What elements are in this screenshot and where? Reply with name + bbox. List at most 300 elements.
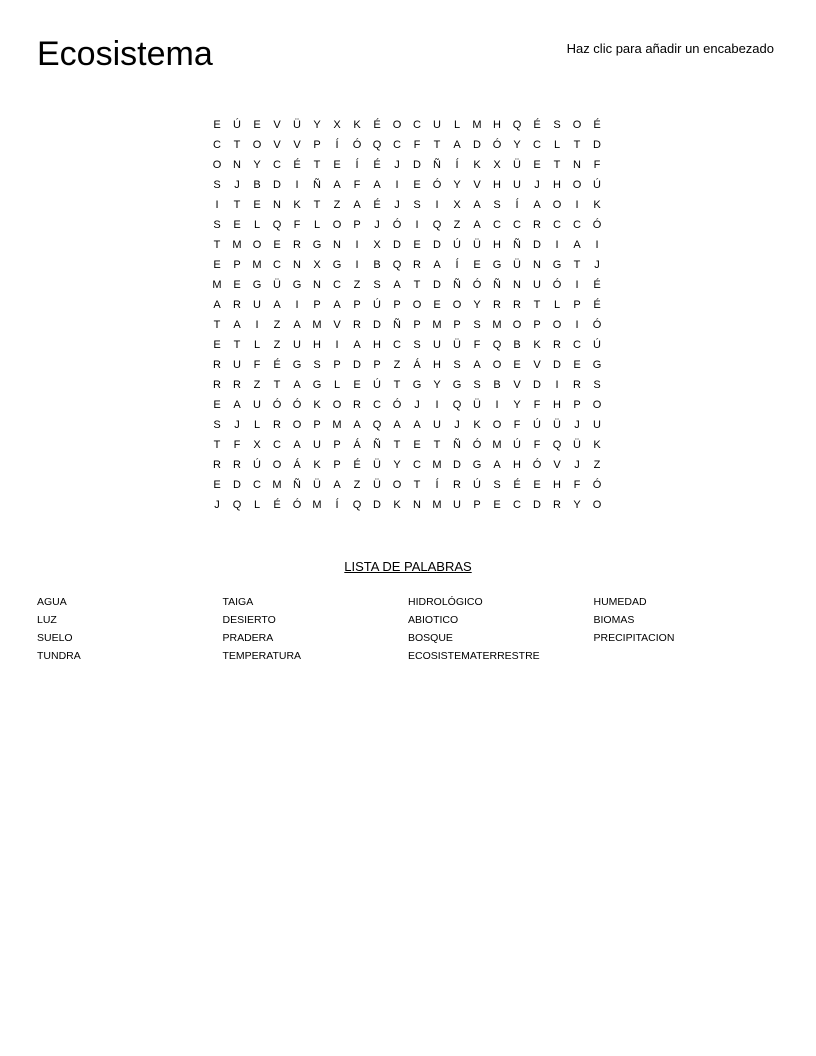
grid-cell: A (473, 219, 481, 231)
grid-cell: Z (393, 359, 401, 371)
grid-cell: B (373, 259, 381, 271)
grid-cell: P (393, 299, 401, 311)
grid-cell: O (292, 419, 302, 431)
grid-cell: H (553, 399, 561, 411)
grid-cell: N (573, 159, 581, 171)
grid-cell: É (513, 479, 521, 491)
grid-cell: Y (393, 459, 401, 471)
grid-cell: C (413, 119, 421, 131)
grid-cell: É (593, 279, 601, 291)
grid-cell: O (412, 299, 422, 311)
grid-cell: S (473, 379, 481, 391)
grid-cell: Ñ (513, 239, 521, 251)
grid-cell: P (313, 139, 321, 151)
grid-cell: X (333, 119, 341, 131)
word-list-heading (0, 559, 816, 575)
grid-cell: M (332, 419, 342, 431)
grid-cell: É (593, 119, 601, 131)
grid-cell: P (533, 319, 541, 331)
grid-cell: R (273, 419, 281, 431)
grid-cell: D (413, 159, 421, 171)
grid-cell: P (353, 219, 361, 231)
grid-cell: T (313, 199, 321, 211)
grid-cell: D (433, 239, 441, 251)
grid-cell: L (253, 499, 261, 511)
grid-cell: C (373, 399, 381, 411)
grid-cell: R (553, 499, 561, 511)
grid-cell: J (394, 159, 400, 171)
grid-cell: J (534, 179, 540, 191)
grid-cell: Ú (533, 419, 541, 431)
grid-cell: D (473, 139, 481, 151)
grid-cell: A (293, 439, 301, 451)
grid-cell: E (213, 339, 221, 351)
grid-cell: T (433, 439, 441, 451)
grid-cell: G (552, 259, 562, 271)
grid-cell: X (453, 199, 461, 211)
grid-cell: D (373, 499, 381, 511)
grid-cell: C (513, 499, 521, 511)
grid-cell: M (232, 239, 242, 251)
grid-cell: O (332, 219, 342, 231)
grid-cell: L (333, 379, 341, 391)
grid-cell: A (473, 199, 481, 211)
grid-cell: K (533, 339, 541, 351)
grid-cell: C (393, 139, 401, 151)
grid-cell: E (213, 399, 221, 411)
grid-cell: G (292, 359, 302, 371)
grid-cell: Á (353, 439, 361, 451)
word-list (37, 593, 779, 665)
grid-cell: Ú (473, 479, 481, 491)
grid-cell: C (333, 279, 341, 291)
grid-cell: V (273, 139, 281, 151)
grid-cell: Ó (592, 479, 602, 491)
grid-cell: Ü (313, 479, 321, 491)
grid-cell: C (533, 139, 541, 151)
grid-cell: Q (372, 419, 382, 431)
word-list-item: HUMEDAD (593, 596, 647, 608)
grid-cell: A (393, 279, 401, 291)
grid-cell: S (553, 119, 561, 131)
grid-cell: E (253, 119, 261, 131)
grid-cell: T (213, 239, 221, 251)
grid-cell: S (473, 319, 481, 331)
grid-cell: K (593, 439, 601, 451)
grid-cell: N (533, 259, 541, 271)
grid-cell: P (333, 459, 341, 471)
grid-cell: F (533, 439, 541, 451)
grid-cell: P (413, 319, 421, 331)
grid-cell: N (233, 159, 241, 171)
grid-cell: D (353, 359, 361, 371)
grid-cell: T (233, 199, 241, 211)
grid-cell: R (213, 359, 221, 371)
grid-cell: R (293, 239, 301, 251)
grid-cell: K (593, 199, 601, 211)
grid-cell: A (293, 379, 301, 391)
grid-cell: L (253, 419, 261, 431)
grid-cell: T (213, 319, 221, 331)
grid-cell: Ó (272, 399, 282, 411)
grid-cell: J (374, 219, 380, 231)
grid-cell: P (333, 359, 341, 371)
grid-cell: L (253, 219, 261, 231)
grid-cell: Y (473, 299, 481, 311)
grid-cell: Ú (373, 299, 381, 311)
grid-cell: S (593, 379, 601, 391)
grid-cell: E (213, 119, 221, 131)
grid-cell: J (454, 419, 460, 431)
grid-cell: Ü (473, 239, 481, 251)
word-list-item: TUNDRA (37, 650, 81, 662)
grid-cell: G (452, 379, 462, 391)
grid-cell: E (273, 239, 281, 251)
grid-cell: E (433, 299, 441, 311)
grid-cell: H (553, 479, 561, 491)
grid-cell: R (533, 219, 541, 231)
grid-cell: N (313, 279, 321, 291)
grid-cell: J (574, 419, 580, 431)
grid-cell: A (333, 179, 341, 191)
grid-cell: P (233, 259, 241, 271)
grid-cell: D (273, 179, 281, 191)
grid-cell: I (435, 199, 439, 211)
grid-cell: Ú (253, 459, 261, 471)
word-search-grid (207, 115, 607, 515)
grid-cell: O (272, 459, 282, 471)
grid-cell: S (493, 199, 501, 211)
grid-cell: B (493, 379, 501, 391)
grid-cell: E (333, 159, 341, 171)
grid-cell: T (533, 299, 541, 311)
grid-cell: A (333, 299, 341, 311)
grid-cell: É (293, 159, 301, 171)
grid-cell: Ü (373, 479, 381, 491)
grid-cell: N (413, 499, 421, 511)
grid-cell: E (353, 379, 361, 391)
grid-cell: K (293, 199, 301, 211)
grid-cell: M (272, 479, 282, 491)
grid-cell: J (234, 179, 240, 191)
grid-cell: F (253, 359, 261, 371)
grid-cell: Ñ (393, 319, 401, 331)
grid-cell: A (333, 479, 341, 491)
grid-cell: Ó (492, 139, 502, 151)
grid-cell: Í (335, 139, 339, 151)
grid-cell: I (555, 239, 559, 251)
grid-cell: G (472, 459, 482, 471)
grid-cell: Q (272, 219, 282, 231)
grid-cell: N (513, 279, 521, 291)
grid-cell: A (433, 259, 441, 271)
grid-cell: O (592, 499, 602, 511)
grid-cell: E (253, 199, 261, 211)
grid-cell: E (533, 479, 541, 491)
grid-cell: P (313, 299, 321, 311)
grid-cell: C (213, 139, 221, 151)
grid-cell: V (333, 319, 341, 331)
grid-cell: K (353, 119, 361, 131)
grid-cell: I (395, 179, 399, 191)
grid-cell: U (433, 419, 441, 431)
grid-cell: Q (432, 219, 442, 231)
grid-cell: S (493, 479, 501, 491)
grid-cell: V (553, 459, 561, 471)
grid-cell: K (393, 499, 401, 511)
grid-cell: O (332, 399, 342, 411)
grid-cell: O (212, 159, 222, 171)
grid-cell: O (572, 179, 582, 191)
grid-cell: E (213, 259, 221, 271)
grid-cell: O (392, 119, 402, 131)
word-list-item: BIOMAS (593, 614, 635, 626)
grid-cell: Ü (573, 439, 581, 451)
word-list-item: TEMPERATURA (222, 650, 302, 662)
grid-cell: Ó (532, 459, 542, 471)
grid-cell: X (313, 259, 321, 271)
grid-cell: T (393, 439, 401, 451)
word-list-item: AGUA (37, 596, 67, 608)
grid-cell: S (413, 339, 421, 351)
grid-cell: A (233, 399, 241, 411)
grid-cell: R (553, 339, 561, 351)
grid-cell: D (533, 379, 541, 391)
grid-cell: A (393, 419, 401, 431)
grid-cell: A (213, 299, 221, 311)
grid-cell: C (573, 339, 581, 351)
grid-cell: T (553, 159, 561, 171)
grid-cell: Á (413, 359, 421, 371)
grid-cell: P (453, 319, 461, 331)
grid-cell: E (233, 219, 241, 231)
grid-cell: S (213, 419, 221, 431)
grid-cell: A (533, 199, 541, 211)
grid-cell: T (213, 439, 221, 451)
grid-cell: K (313, 459, 321, 471)
grid-cell: Ñ (453, 439, 461, 451)
grid-cell: F (353, 179, 361, 191)
grid-cell: Í (455, 159, 459, 171)
grid-cell: P (333, 439, 341, 451)
grid-cell: Ó (472, 439, 482, 451)
grid-cell: F (233, 439, 241, 451)
grid-cell: U (233, 359, 241, 371)
grid-cell: Ó (472, 279, 482, 291)
grid-cell: I (575, 279, 579, 291)
grid-cell: F (593, 159, 601, 171)
grid-cell: A (353, 419, 361, 431)
grid-cell: O (572, 119, 582, 131)
grid-cell: I (555, 379, 559, 391)
grid-cell: R (573, 379, 581, 391)
grid-cell: R (513, 299, 521, 311)
grid-cell: C (493, 219, 501, 231)
grid-cell: U (593, 419, 601, 431)
grid-cell: Ó (392, 219, 402, 231)
grid-cell: G (312, 379, 322, 391)
grid-cell: S (313, 359, 321, 371)
grid-cell: J (214, 499, 220, 511)
header-placeholder[interactable]: Haz clic para añadir un encabezado (566, 41, 774, 56)
grid-cell: U (253, 299, 261, 311)
grid-cell: I (355, 239, 359, 251)
grid-cell: L (313, 219, 321, 231)
grid-cell: G (312, 239, 322, 251)
word-list-heading-text: LISTA DE PALABRAS (344, 559, 472, 574)
word-list-item: PRECIPITACION (593, 632, 675, 644)
grid-cell: M (312, 319, 322, 331)
grid-cell: T (313, 159, 321, 171)
grid-cell: É (373, 159, 381, 171)
grid-cell: U (433, 119, 441, 131)
grid-cell: Y (453, 179, 461, 191)
grid-cell: Ñ (453, 279, 461, 291)
grid-cell: M (492, 319, 502, 331)
grid-cell: Z (353, 479, 361, 491)
grid-cell: X (493, 159, 501, 171)
grid-cell: Ú (513, 439, 521, 451)
grid-cell: Á (293, 459, 301, 471)
grid-cell: J (414, 399, 420, 411)
grid-cell: F (413, 139, 421, 151)
grid-cell: Q (372, 139, 382, 151)
grid-cell: Ó (292, 399, 302, 411)
grid-cell: M (252, 259, 262, 271)
grid-cell: Q (392, 259, 402, 271)
grid-cell: L (553, 139, 561, 151)
grid-cell: T (393, 379, 401, 391)
grid-cell: M (432, 319, 442, 331)
grid-cell: J (574, 459, 580, 471)
grid-cell: I (575, 199, 579, 211)
grid-cell: J (234, 419, 240, 431)
grid-cell: O (512, 319, 522, 331)
grid-cell: Ó (592, 219, 602, 231)
grid-cell: L (253, 339, 261, 351)
grid-cell: E (513, 359, 521, 371)
grid-cell: S (373, 279, 381, 291)
grid-cell: I (335, 339, 339, 351)
grid-cell: Ó (552, 279, 562, 291)
grid-cell: D (233, 479, 241, 491)
grid-cell: Ü (513, 159, 521, 171)
grid-cell: É (373, 119, 381, 131)
grid-cell: M (212, 279, 222, 291)
grid-cell: R (453, 479, 461, 491)
grid-cell: Y (253, 159, 261, 171)
grid-cell: I (495, 399, 499, 411)
grid-cell: V (273, 119, 281, 131)
grid-cell: N (273, 199, 281, 211)
grid-cell: O (492, 359, 502, 371)
grid-cell: T (433, 139, 441, 151)
grid-cell: J (394, 199, 400, 211)
grid-cell: É (273, 359, 281, 371)
grid-cell: B (513, 339, 521, 351)
grid-cell: V (293, 139, 301, 151)
grid-cell: K (473, 159, 481, 171)
grid-cell: Í (455, 259, 459, 271)
grid-cell: U (513, 179, 521, 191)
grid-cell: H (493, 119, 501, 131)
word-list-item: BOSQUE (408, 632, 453, 644)
grid-cell: I (295, 299, 299, 311)
grid-cell: O (252, 239, 262, 251)
grid-cell: E (213, 479, 221, 491)
grid-cell: O (392, 479, 402, 491)
grid-cell: Ó (392, 399, 402, 411)
grid-cell: G (592, 359, 602, 371)
grid-cell: P (353, 299, 361, 311)
grid-cell: H (493, 239, 501, 251)
grid-cell: R (413, 259, 421, 271)
grid-cell: D (533, 499, 541, 511)
grid-cell: P (473, 499, 481, 511)
grid-cell: C (513, 219, 521, 231)
grid-cell: O (492, 419, 502, 431)
grid-cell: Ó (432, 179, 442, 191)
grid-cell: Ü (513, 259, 521, 271)
grid-cell: Ñ (373, 439, 381, 451)
word-list-item: SUELO (37, 632, 73, 644)
grid-cell: Ñ (293, 479, 301, 491)
grid-cell: R (233, 299, 241, 311)
grid-cell: A (293, 319, 301, 331)
grid-cell: Ñ (313, 179, 321, 191)
grid-cell: I (215, 199, 219, 211)
grid-cell: I (435, 399, 439, 411)
grid-cell: R (233, 379, 241, 391)
grid-cell: U (293, 339, 301, 351)
grid-cell: N (293, 259, 301, 271)
grid-cell: Y (513, 139, 521, 151)
grid-cell: A (473, 359, 481, 371)
grid-cell: Y (433, 379, 441, 391)
grid-cell: L (553, 299, 561, 311)
page-title: Ecosistema (37, 35, 213, 73)
grid-cell: P (313, 419, 321, 431)
grid-cell: E (413, 239, 421, 251)
grid-cell: X (253, 439, 261, 451)
grid-cell: V (473, 179, 481, 191)
grid-cell: S (413, 199, 421, 211)
grid-cell: K (313, 399, 321, 411)
grid-cell: E (233, 279, 241, 291)
grid-cell: G (252, 279, 262, 291)
grid-cell: R (233, 459, 241, 471)
grid-cell: D (433, 279, 441, 291)
grid-cell: E (473, 259, 481, 271)
grid-cell: Z (353, 279, 361, 291)
grid-cell: K (473, 419, 481, 431)
grid-cell: G (332, 259, 342, 271)
grid-cell: F (293, 219, 301, 231)
grid-cell: É (593, 299, 601, 311)
grid-cell: D (393, 239, 401, 251)
grid-cell: Z (333, 199, 341, 211)
word-list-item: PRADERA (222, 632, 274, 644)
grid-cell: B (253, 179, 261, 191)
grid-cell: Ü (453, 339, 461, 351)
grid-cell: Z (273, 339, 281, 351)
grid-cell: É (353, 459, 361, 471)
grid-cell: T (573, 259, 581, 271)
grid-cell: U (253, 399, 261, 411)
grid-cell: R (213, 379, 221, 391)
word-list-item: TAIGA (222, 596, 254, 608)
grid-cell: C (413, 459, 421, 471)
